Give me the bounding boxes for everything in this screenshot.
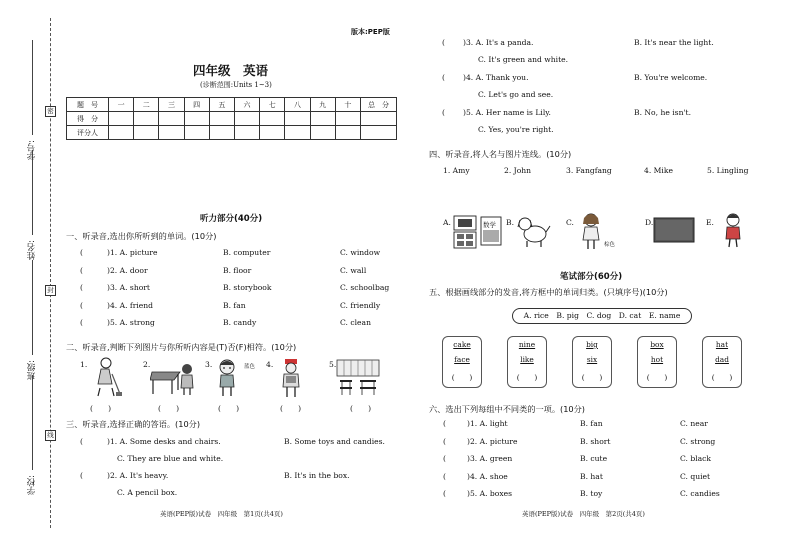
section-1-option-b: B. candy: [223, 318, 257, 327]
section-6-option-b: B. fan: [580, 419, 603, 428]
section-6-option-a: )1. A. light: [467, 419, 508, 428]
section-1-title: 一、听录音,选出你所听到的单词。(10分): [66, 231, 217, 241]
score-row-label: 得 分: [67, 112, 109, 126]
card-word-1: hat: [715, 340, 729, 349]
card-word-2: six: [586, 355, 598, 364]
section-3-option-b: B. Some toys and candies.: [284, 437, 385, 446]
score-header-cell: 七: [260, 98, 285, 112]
section-6-answer-paren[interactable]: (: [443, 489, 446, 498]
score-cell[interactable]: [285, 112, 310, 126]
score-cell[interactable]: [109, 112, 134, 126]
section-4-picture-letter: E.: [706, 218, 714, 227]
picture-classroom: [336, 359, 380, 397]
section-3-option-c: C. Yes, you're right.: [478, 125, 554, 134]
section-6-option-a: )5. A. boxes: [467, 489, 513, 498]
section-2-picture-number: 1.: [80, 360, 88, 369]
card-word-1: cake: [453, 340, 471, 349]
score-header-cell: 二: [134, 98, 159, 112]
card-word-2: face: [454, 355, 470, 364]
section-1-option-a: )2. A. door: [107, 265, 148, 275]
section-1-option-b: B. floor: [223, 265, 252, 275]
section-3-option-c: C. They are blue and white.: [117, 454, 224, 463]
score-cell[interactable]: [361, 112, 397, 126]
writing-header: 笔试部分(60分): [560, 272, 623, 282]
name-label: 姓名:: [27, 240, 37, 260]
student-no-label: 学号:: [27, 140, 37, 160]
section-2-answer-blank[interactable]: ( ): [218, 404, 240, 413]
section-2-answer-blank[interactable]: ( ): [350, 404, 372, 413]
picture-books: [453, 215, 477, 249]
section-2-picture-number: 2.: [143, 360, 151, 369]
score-cell[interactable]: [159, 126, 184, 140]
section-1-answer-paren[interactable]: (: [80, 265, 83, 275]
sound-card: [442, 336, 482, 388]
section-1-option-a: )1. A. picture: [107, 248, 158, 257]
section-3-option-a: )1. A. Some desks and chairs.: [107, 437, 221, 446]
sound-card: [702, 336, 742, 388]
section-6-option-b: B. short: [580, 436, 611, 446]
section-4-name: 5. Lingling: [707, 166, 749, 175]
section-6-option-b: B. hat: [580, 471, 603, 481]
blue-color-label: 蓝色: [244, 364, 256, 370]
sound-card: [507, 336, 547, 388]
section-6-answer-paren[interactable]: (: [443, 471, 446, 481]
footer-left: 英语(PEP版)试卷 四年级 第1页(共4页): [160, 510, 283, 518]
picture-blackboard: [653, 217, 695, 243]
school-line: [32, 375, 33, 470]
school-label: 学校:: [27, 475, 37, 495]
card-word-1: nine: [518, 340, 536, 349]
card-word-2: like: [520, 355, 534, 364]
section-4-name: 1. Amy: [443, 166, 470, 175]
score-cell[interactable]: [134, 112, 159, 126]
section-6-option-c: C. strong: [680, 436, 716, 446]
section-5-title: 五、根据画线部分的发音,将方框中的单词归类。(只填序号)(10分): [429, 287, 668, 297]
section-1-option-b: B. fan: [223, 300, 246, 310]
section-3-option-a: )2. A. It's heavy.: [107, 471, 169, 480]
section-1-option-b: B. computer: [223, 248, 271, 257]
score-cell[interactable]: [335, 126, 360, 140]
section-4-name: 2. John: [504, 166, 532, 175]
section-1-answer-paren[interactable]: (: [80, 300, 83, 310]
section-3-option-a: )4. A. Thank you.: [463, 73, 529, 82]
score-cell[interactable]: [260, 112, 285, 126]
section-3-answer-paren[interactable]: (: [80, 437, 83, 446]
section-4-picture-letter: D.: [645, 218, 654, 227]
score-cell[interactable]: [184, 112, 209, 126]
sound-card: [572, 336, 612, 388]
card-answer-blank[interactable]: ( ): [516, 373, 538, 382]
section-3-answer-paren[interactable]: (: [442, 38, 445, 47]
score-cell[interactable]: [260, 126, 285, 140]
card-answer-blank[interactable]: ( ): [581, 373, 603, 382]
section-3-option-a: )5. A. Her name is Lily.: [463, 108, 551, 117]
section-2-title: 二、听录音,判断下列图片与你所听内容是(T)否(F)相符。(10分): [66, 342, 297, 352]
class-line: [32, 260, 33, 355]
brown-color-label: 棕色: [604, 242, 616, 248]
picture-student-with-bag: [279, 357, 303, 399]
section-1-answer-paren[interactable]: (: [80, 318, 83, 327]
section-1-answer-paren[interactable]: (: [80, 283, 83, 292]
picture-desk-and-girl: [150, 360, 196, 396]
score-cell[interactable]: [134, 126, 159, 140]
picture-girl-brown-hair: [580, 212, 602, 250]
score-cell[interactable]: [159, 112, 184, 126]
section-1-answer-paren[interactable]: (: [80, 248, 83, 257]
section-6-answer-paren[interactable]: (: [443, 454, 446, 463]
student-no-line: [32, 40, 33, 135]
section-6-option-b: B. toy: [580, 489, 603, 498]
section-6-answer-paren[interactable]: (: [443, 419, 446, 428]
score-cell[interactable]: [285, 126, 310, 140]
section-4-title: 四、听录音,将人名与图片连线。(10分): [429, 149, 572, 159]
section-3-option-c: C. A pencil box.: [117, 488, 178, 497]
section-1-option-c: C. friendly: [340, 300, 381, 310]
section-3-answer-paren[interactable]: (: [442, 108, 445, 117]
section-3-title: 三、听录音,选择正确的答语。(10分): [66, 419, 201, 429]
card-word-1: box: [650, 340, 664, 349]
section-3-option-a: )3. A. It's a panda.: [463, 38, 534, 47]
section-1-option-a: )4. A. friend: [107, 300, 154, 310]
section-6-option-c: C. candies: [680, 489, 720, 498]
section-6-option-b: B. cute: [580, 454, 608, 463]
score-cell[interactable]: [361, 126, 397, 140]
scope-label: (诊断范围:Units 1~3): [200, 81, 272, 89]
section-3-option-b: B. It's in the box.: [284, 471, 350, 480]
section-2-picture-number: 5.: [329, 360, 337, 369]
section-2-answer-blank[interactable]: ( ): [158, 404, 180, 413]
score-cell[interactable]: [234, 112, 259, 126]
score-row-label: 评分人: [67, 126, 109, 140]
score-header-cell: 十: [335, 98, 360, 112]
math-book-text: 数学: [483, 221, 496, 229]
score-header-cell: 八: [285, 98, 310, 112]
score-cell[interactable]: [209, 112, 234, 126]
card-word-1: big: [586, 340, 598, 349]
word-options-box: A. rice B. pig C. dog D. cat E. name: [512, 308, 692, 324]
page-title: 四年级 英语: [193, 63, 269, 78]
score-cell[interactable]: [335, 112, 360, 126]
score-cell[interactable]: [310, 126, 335, 140]
score-header-cell: 九: [310, 98, 335, 112]
section-4-name: 3. Fangfang: [566, 166, 612, 175]
picture-cleaning-floor: [90, 356, 122, 398]
section-3-option-c: C. Let's go and see.: [478, 90, 554, 99]
section-2-picture-number: 4.: [266, 360, 274, 369]
score-table: [66, 97, 397, 140]
section-4-picture-letter: C.: [566, 218, 574, 227]
score-cell[interactable]: [234, 126, 259, 140]
binding-line: [50, 18, 51, 528]
section-1-option-c: C. schoolbag: [340, 283, 390, 292]
section-3-option-b: B. No, he isn't.: [634, 108, 692, 117]
section-3-option-b: B. It's near the light.: [634, 38, 714, 47]
picture-boy: [722, 212, 744, 248]
cut-mark-2: 封: [45, 285, 56, 296]
section-2-answer-blank[interactable]: ( ): [280, 404, 302, 413]
cut-mark-3: 线: [45, 430, 56, 441]
section-3-answer-paren[interactable]: (: [442, 73, 445, 82]
score-header-cell: 题 号: [67, 98, 109, 112]
section-2-answer-blank[interactable]: ( ): [90, 404, 112, 413]
card-answer-blank[interactable]: ( ): [711, 373, 733, 382]
section-6-option-a: )4. A. shoe: [467, 471, 508, 481]
score-cell[interactable]: [184, 126, 209, 140]
section-2-picture-number: 3.: [205, 360, 213, 369]
card-answer-blank[interactable]: ( ): [451, 373, 473, 382]
score-header-cell: 总 分: [361, 98, 397, 112]
score-cell[interactable]: [209, 126, 234, 140]
name-line: [32, 150, 33, 235]
section-1-option-c: C. window: [340, 248, 381, 257]
picture-dog: [515, 212, 551, 248]
score-header-cell: 五: [209, 98, 234, 112]
section-1-option-c: C. clean: [340, 318, 371, 327]
section-6-option-c: C. near: [680, 419, 708, 428]
section-6-option-a: )3. A. green: [467, 454, 513, 463]
card-word-2: hot: [650, 355, 664, 364]
section-4-picture-letter: B.: [506, 218, 514, 227]
section-6-option-c: C. black: [680, 454, 712, 463]
sound-card: [637, 336, 677, 388]
card-answer-blank[interactable]: ( ): [646, 373, 668, 382]
section-4-name: 4. Mike: [644, 166, 673, 175]
cut-mark-1: 密: [45, 106, 56, 117]
listening-header: 听力部分(40分): [200, 214, 263, 224]
section-4-picture-letter: A.: [443, 218, 451, 227]
footer-right: 英语(PEP版)试卷 四年级 第2页(共4页): [522, 510, 645, 518]
section-6-option-c: C. quiet: [680, 471, 711, 481]
card-word-2: dad: [715, 355, 729, 364]
score-header-cell: 六: [234, 98, 259, 112]
section-1-option-a: )5. A. strong: [107, 318, 155, 327]
score-header-cell: 四: [184, 98, 209, 112]
edition-label: 版本:PEP版: [351, 28, 390, 36]
section-6-title: 六、选出下列每组中不同类的一项。(10分): [429, 404, 585, 414]
section-6-answer-paren[interactable]: (: [443, 436, 446, 446]
score-cell[interactable]: [310, 112, 335, 126]
section-6-option-a: )2. A. picture: [467, 436, 518, 446]
section-3-option-c: C. It's green and white.: [478, 55, 569, 64]
score-cell[interactable]: [109, 126, 134, 140]
section-3-answer-paren[interactable]: (: [80, 471, 83, 480]
section-1-option-c: C. wall: [340, 265, 367, 275]
score-header-cell: 一: [109, 98, 134, 112]
class-label: 班级:: [27, 360, 37, 380]
picture-boy-in-blue: [214, 357, 240, 397]
section-3-option-b: B. You're welcome.: [634, 73, 708, 82]
section-1-option-b: B. storybook: [223, 283, 272, 292]
section-1-option-a: )3. A. short: [107, 283, 150, 292]
score-header-cell: 三: [159, 98, 184, 112]
